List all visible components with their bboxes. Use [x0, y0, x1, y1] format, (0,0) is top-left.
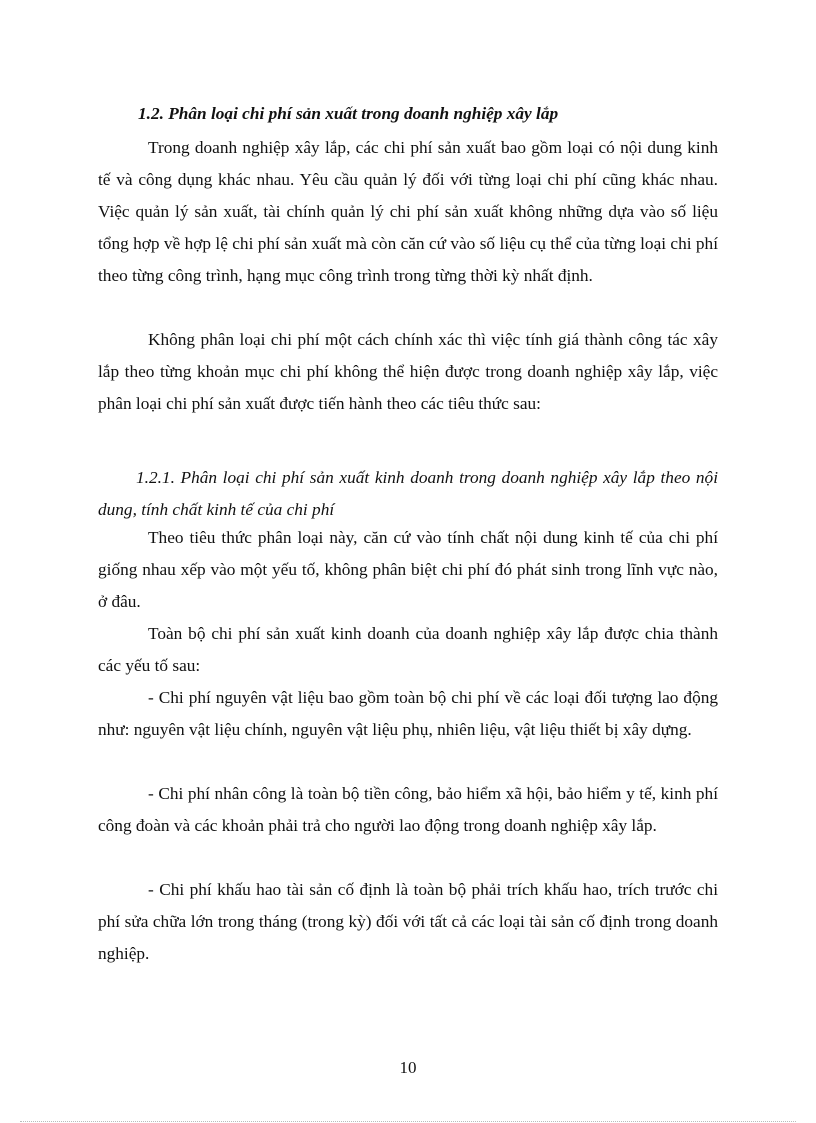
- footer-divider: [20, 1121, 796, 1122]
- paragraph-classification: Không phân loại chi phí một cách chính xác thì việc tính giá thành công tác xây lắp theo từng khoản mục chi phí không thể hiện được trong doanh nghiệp xây lắp, việc phân loại chi phí sản xuất được tiến hành theo các tiêu thức sau:: [98, 330, 718, 413]
- list-item-materials: - Chi phí nguyên vật liệu bao gồm toàn bộ chi phí về các loại đối tượng lao động như: nguyên vật liệu chính, nguyên vật liệu phụ, nhiên liệu, vật liệu thiết bị xây dựng.: [98, 688, 718, 739]
- list-item-depreciation: - Chi phí khấu hao tài sản cố định là toàn bộ phải trích khấu hao, trích trước chi phí sửa chữa lớn trong tháng (trong kỳ) đối với tất cả các loại tài sản cố định trong doanh nghiệp.: [98, 880, 718, 963]
- paragraph-elements: Toàn bộ chi phí sản xuất kinh doanh của doanh nghiệp xây lắp được chia thành các yếu tố sau:: [98, 624, 718, 675]
- list-item-labor: - Chi phí nhân công là toàn bộ tiền công, bảo hiểm xã hội, bảo hiểm y tế, kinh phí công đoàn và các khoản phải trả cho người lao động trong doanh nghiệp xây lắp.: [98, 784, 718, 835]
- paragraph-criteria: Theo tiêu thức phân loại này, căn cứ vào tính chất nội dung kinh tế của chi phí giống nhau xếp vào một yếu tố, không phân biệt chi phí đó phát sinh trong lĩnh vực nào, ở đâu.: [98, 528, 718, 611]
- paragraph-intro: Trong doanh nghiệp xây lắp, các chi phí sản xuất bao gồm loại có nội dung kinh tế và công dụng khác nhau. Yêu cầu quản lý đối với từng loại chi phí cũng khác nhau. Việc quản lý sản xuất, tài chính quản lý chi phí sản xuất không những dựa vào số liệu tổng hợp về hợp lệ chi phí sản xuất mà còn căn cứ vào số liệu cụ thể của từng loại chi phí theo từng công trình, hạng mục công trình trong từng thời kỳ nhất định.: [98, 138, 718, 285]
- section-heading: 1.2. Phân loại chi phí sản xuất trong doanh nghiệp xây lắp: [138, 104, 559, 123]
- subsection-heading: 1.2.1. Phân loại chi phí sản xuất kinh doanh trong doanh nghiệp xây lắp theo nội dung, tính chất kinh tế của chi phí: [98, 468, 718, 519]
- page-number: 10: [399, 1058, 417, 1077]
